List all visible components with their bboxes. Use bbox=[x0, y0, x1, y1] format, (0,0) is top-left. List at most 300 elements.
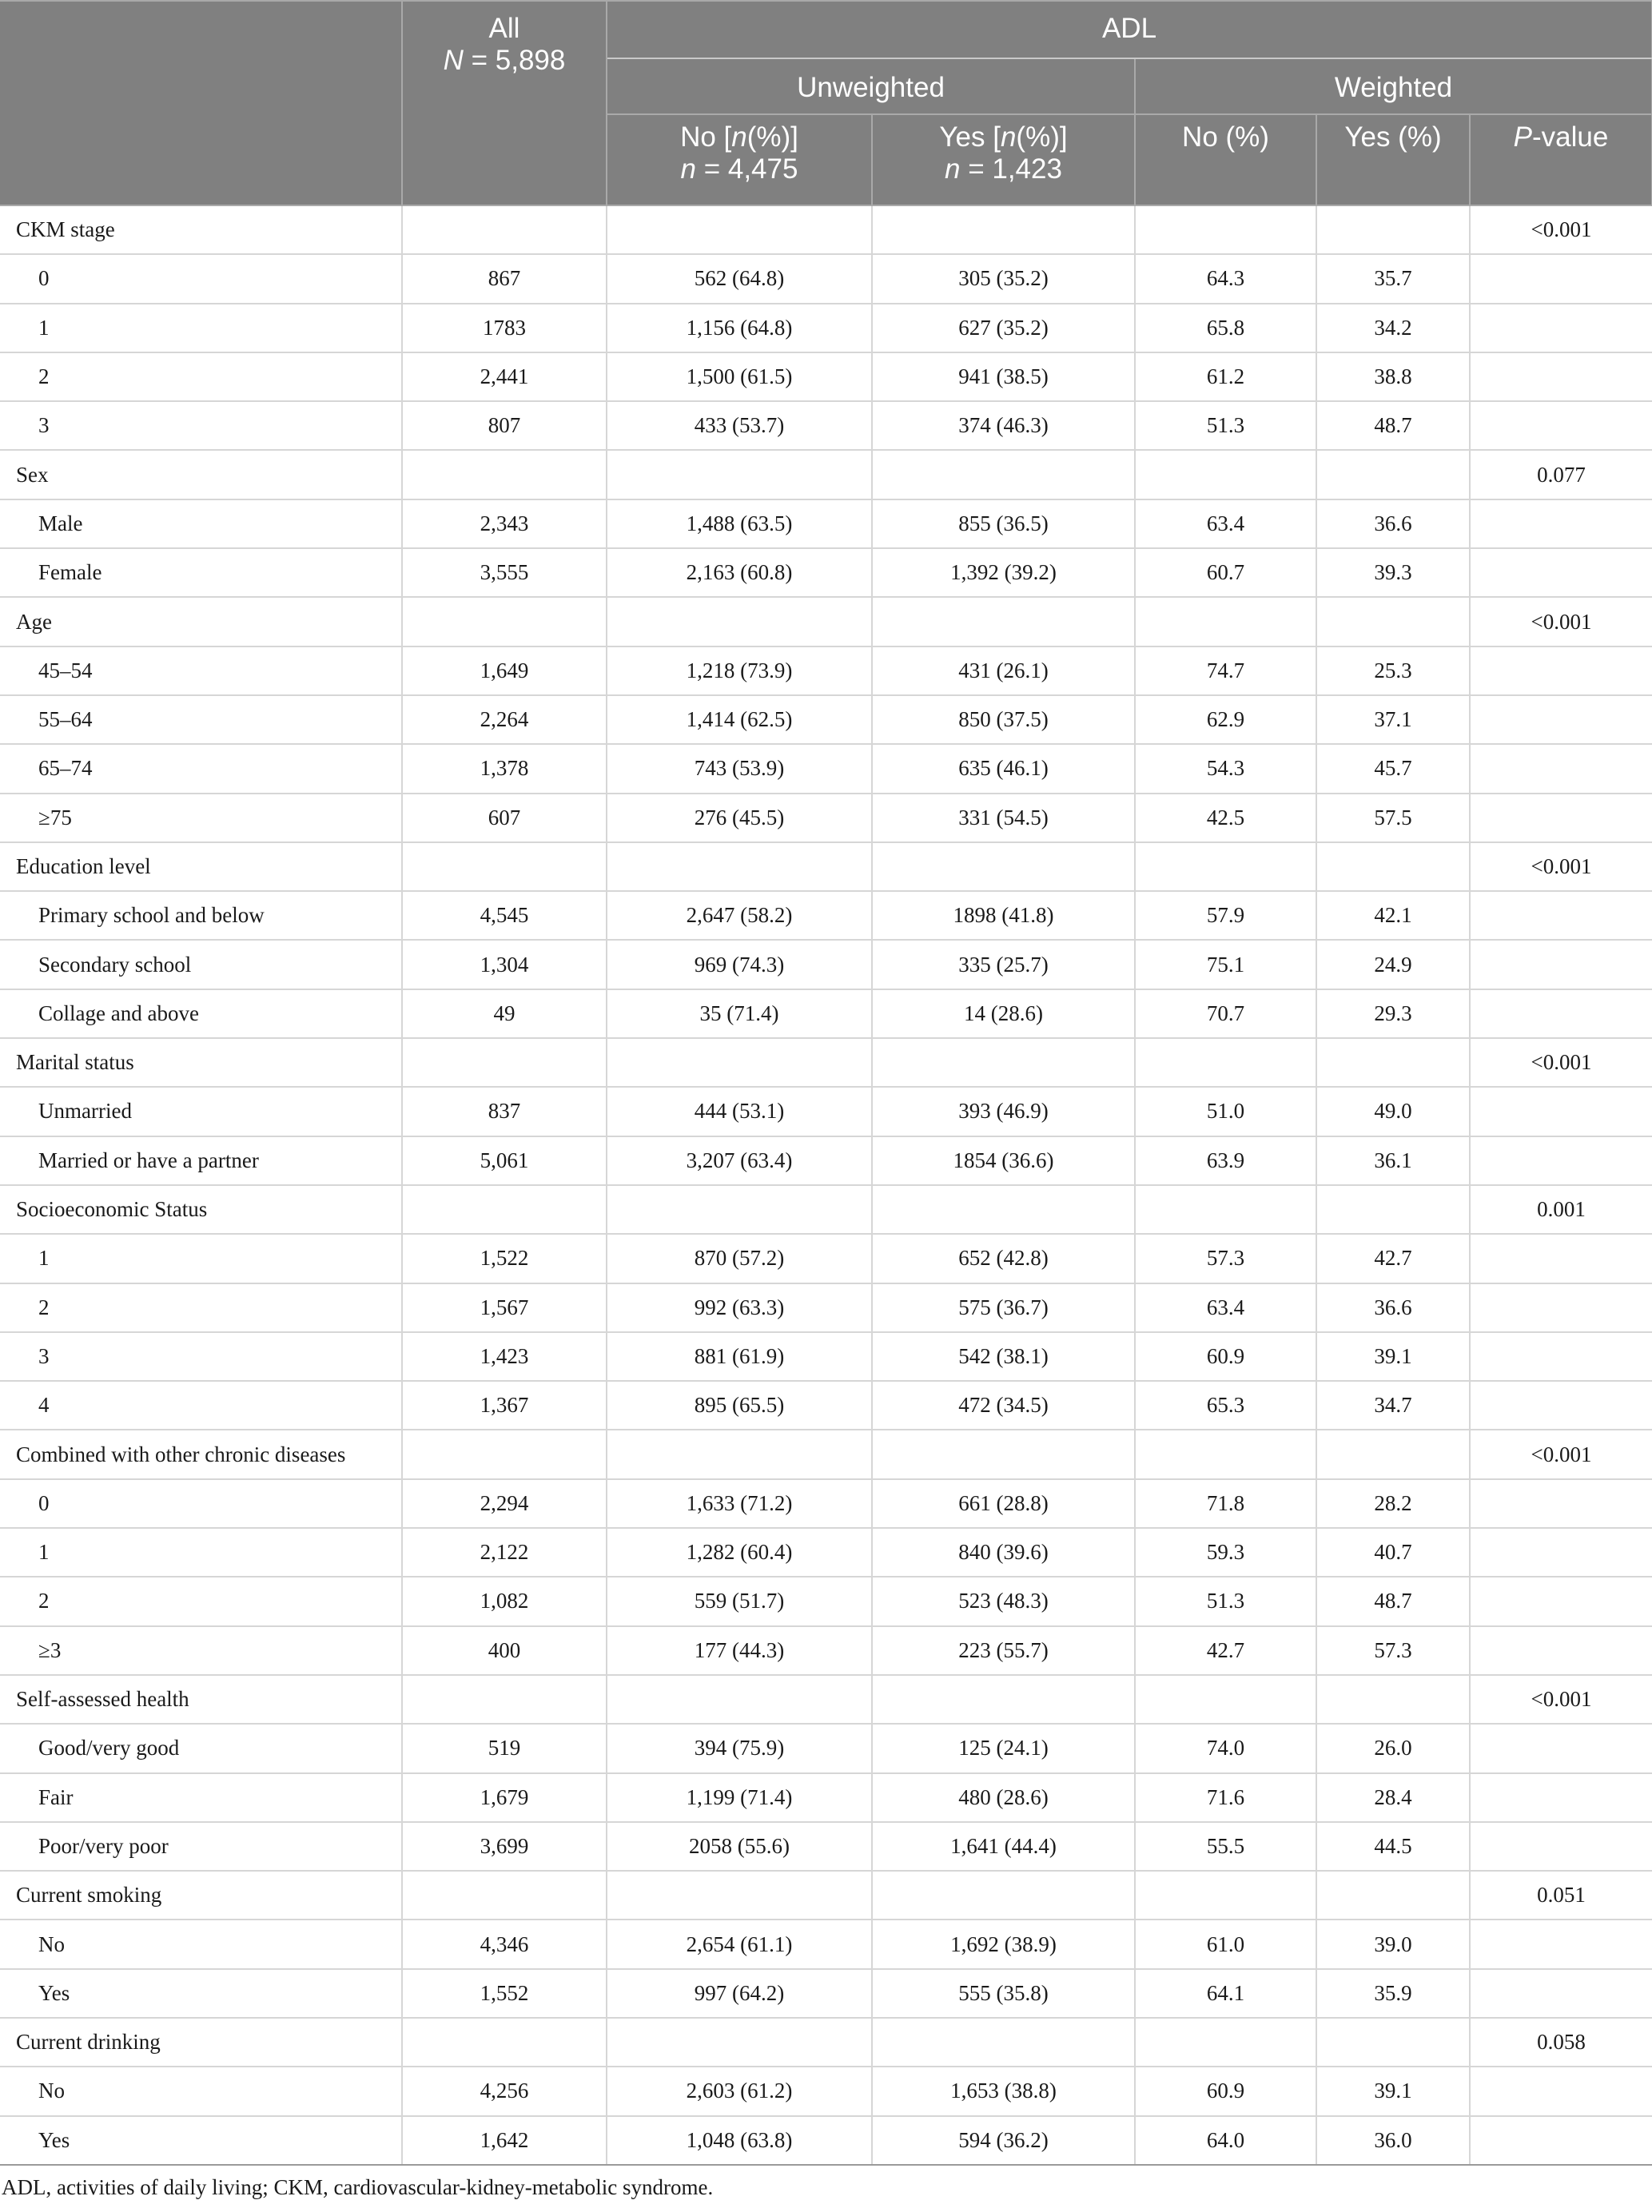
all-cell: 2,294 bbox=[402, 1479, 607, 1528]
weighted-no-cell: 57.9 bbox=[1135, 891, 1316, 940]
table-row bbox=[0, 304, 1652, 352]
row-label: Married or have a partner bbox=[0, 1136, 402, 1185]
all-cell: 1,423 bbox=[402, 1332, 607, 1381]
all-cell bbox=[402, 1430, 607, 1478]
table-row bbox=[0, 1773, 1652, 1822]
unweighted-no-cell: 1,488 (63.5) bbox=[607, 499, 872, 548]
unweighted-yes-cell: 335 (25.7) bbox=[872, 940, 1135, 989]
unweighted-yes-cell: 840 (39.6) bbox=[872, 1528, 1135, 1577]
p-value-cell: <0.001 bbox=[1470, 205, 1652, 254]
table-row bbox=[0, 1920, 1652, 1968]
all-cell bbox=[402, 1038, 607, 1087]
weighted-no-cell: 71.8 bbox=[1135, 1479, 1316, 1528]
unweighted-yes-cell: 1,653 (38.8) bbox=[872, 2067, 1135, 2115]
p-value-cell: <0.001 bbox=[1470, 1675, 1652, 1724]
unweighted-no-cell bbox=[607, 1871, 872, 1920]
table-group-row bbox=[0, 1185, 1652, 1234]
unweighted-yes-cell: 661 (28.8) bbox=[872, 1479, 1135, 1528]
unweighted-no-cell bbox=[607, 2018, 872, 2067]
weighted-yes-cell: 39.1 bbox=[1316, 2067, 1470, 2115]
all-cell: 1,552 bbox=[402, 1969, 607, 2018]
unweighted-no-cell: 881 (61.9) bbox=[607, 1332, 872, 1381]
table-row bbox=[0, 695, 1652, 744]
stub-header bbox=[0, 1, 402, 205]
row-label: Primary school and below bbox=[0, 891, 402, 940]
weighted-yes-cell: 36.6 bbox=[1316, 1283, 1470, 1332]
table-row bbox=[0, 646, 1652, 695]
unweighted-yes-cell: 941 (38.5) bbox=[872, 352, 1135, 401]
row-label: Current drinking bbox=[0, 2018, 402, 2067]
unweighted-yes-cell: 635 (46.1) bbox=[872, 744, 1135, 793]
weighted-no-cell bbox=[1135, 842, 1316, 891]
unweighted-no-cell: 870 (57.2) bbox=[607, 1234, 872, 1283]
unweighted-yes-header: Yes [n(%)] n = 1,423 bbox=[872, 114, 1135, 205]
weighted-no-cell bbox=[1135, 1871, 1316, 1920]
weighted-yes-cell bbox=[1316, 205, 1470, 254]
table-row bbox=[0, 254, 1652, 303]
unweighted-no-cell: 992 (63.3) bbox=[607, 1283, 872, 1332]
all-cell: 1,082 bbox=[402, 1577, 607, 1625]
weighted-yes-cell: 36.1 bbox=[1316, 1136, 1470, 1185]
adl-header: ADL bbox=[607, 1, 1652, 58]
unweighted-yes-cell: 393 (46.9) bbox=[872, 1087, 1135, 1136]
all-cell: 2,343 bbox=[402, 499, 607, 548]
p-value-cell bbox=[1470, 1479, 1652, 1528]
all-cell: 1,567 bbox=[402, 1283, 607, 1332]
unweighted-yes-cell: 431 (26.1) bbox=[872, 646, 1135, 695]
p-value-cell bbox=[1470, 1136, 1652, 1185]
weighted-no-cell bbox=[1135, 450, 1316, 499]
table-group-row bbox=[0, 205, 1652, 254]
p-value-cell bbox=[1470, 1528, 1652, 1577]
unweighted-yes-cell: 855 (36.5) bbox=[872, 499, 1135, 548]
weighted-yes-cell: 34.2 bbox=[1316, 304, 1470, 352]
row-label: 1 bbox=[0, 1528, 402, 1577]
all-cell: 867 bbox=[402, 254, 607, 303]
weighted-no-cell bbox=[1135, 1430, 1316, 1478]
unweighted-yes-cell: 1,692 (38.9) bbox=[872, 1920, 1135, 1968]
all-cell: 837 bbox=[402, 1087, 607, 1136]
table-row bbox=[0, 1577, 1652, 1625]
all-cell bbox=[402, 1871, 607, 1920]
unweighted-yes-cell: 627 (35.2) bbox=[872, 304, 1135, 352]
table-group-row bbox=[0, 842, 1652, 891]
weighted-no-cell: 62.9 bbox=[1135, 695, 1316, 744]
unweighted-yes-cell bbox=[872, 597, 1135, 646]
all-cell: 1,304 bbox=[402, 940, 607, 989]
p-value-cell bbox=[1470, 2116, 1652, 2165]
unweighted-yes-cell: 523 (48.3) bbox=[872, 1577, 1135, 1625]
all-cell bbox=[402, 1185, 607, 1234]
unweighted-no-cell: 3,207 (63.4) bbox=[607, 1136, 872, 1185]
unweighted-no-cell: 1,199 (71.4) bbox=[607, 1773, 872, 1822]
p-value-cell bbox=[1470, 304, 1652, 352]
p-value-cell bbox=[1470, 1283, 1652, 1332]
row-label: 65–74 bbox=[0, 744, 402, 793]
p-value-cell bbox=[1470, 1626, 1652, 1675]
row-label: Yes bbox=[0, 2116, 402, 2165]
unweighted-yes-cell bbox=[872, 1430, 1135, 1478]
table-group-row bbox=[0, 597, 1652, 646]
unweighted-header: Unweighted bbox=[607, 58, 1135, 114]
row-label: 4 bbox=[0, 1381, 402, 1430]
weighted-yes-cell: 35.9 bbox=[1316, 1969, 1470, 2018]
unweighted-no-cell: 2,654 (61.1) bbox=[607, 1920, 872, 1968]
weighted-yes-cell: 38.8 bbox=[1316, 352, 1470, 401]
p-value-cell bbox=[1470, 352, 1652, 401]
unweighted-yes-cell bbox=[872, 205, 1135, 254]
table-row bbox=[0, 1724, 1652, 1772]
p-value-cell bbox=[1470, 1773, 1652, 1822]
row-label: 3 bbox=[0, 1332, 402, 1381]
weighted-no-cell: 74.7 bbox=[1135, 646, 1316, 695]
all-cell: 400 bbox=[402, 1626, 607, 1675]
unweighted-no-cell bbox=[607, 597, 872, 646]
table-row bbox=[0, 1283, 1652, 1332]
p-value-cell bbox=[1470, 891, 1652, 940]
p-value-cell bbox=[1470, 989, 1652, 1038]
unweighted-no-header: No [n(%)] n = 4,475 bbox=[607, 114, 872, 205]
unweighted-no-cell: 895 (65.5) bbox=[607, 1381, 872, 1430]
table-row bbox=[0, 352, 1652, 401]
row-label: 2 bbox=[0, 352, 402, 401]
row-label: Secondary school bbox=[0, 940, 402, 989]
unweighted-no-cell bbox=[607, 1185, 872, 1234]
table-row bbox=[0, 1528, 1652, 1577]
row-label: No bbox=[0, 1920, 402, 1968]
weighted-yes-cell bbox=[1316, 1185, 1470, 1234]
unweighted-no-cell bbox=[607, 1675, 872, 1724]
unweighted-no-cell: 1,048 (63.8) bbox=[607, 2116, 872, 2165]
unweighted-yes-cell bbox=[872, 1038, 1135, 1087]
weighted-no-cell: 64.0 bbox=[1135, 2116, 1316, 2165]
weighted-yes-cell bbox=[1316, 2018, 1470, 2067]
all-label: All bbox=[488, 13, 520, 44]
table-row bbox=[0, 989, 1652, 1038]
row-label: 45–54 bbox=[0, 646, 402, 695]
unweighted-no-cell: 276 (45.5) bbox=[607, 794, 872, 842]
unweighted-no-cell: 2,647 (58.2) bbox=[607, 891, 872, 940]
weighted-yes-cell: 57.3 bbox=[1316, 1626, 1470, 1675]
all-cell bbox=[402, 450, 607, 499]
table-row bbox=[0, 1087, 1652, 1136]
table-row bbox=[0, 548, 1652, 597]
all-column-header bbox=[402, 1, 607, 205]
weighted-yes-cell: 28.4 bbox=[1316, 1773, 1470, 1822]
all-n: N = 5,898 bbox=[443, 45, 566, 76]
unweighted-no-cell: 433 (53.7) bbox=[607, 401, 872, 450]
unweighted-yes-cell: 1898 (41.8) bbox=[872, 891, 1135, 940]
weighted-yes-cell: 28.2 bbox=[1316, 1479, 1470, 1528]
table-row bbox=[0, 1136, 1652, 1185]
p-value-cell: <0.001 bbox=[1470, 842, 1652, 891]
unweighted-no-cell: 562 (64.8) bbox=[607, 254, 872, 303]
weighted-no-cell: 64.1 bbox=[1135, 1969, 1316, 2018]
p-value-cell: 0.058 bbox=[1470, 2018, 1652, 2067]
row-label: Sex bbox=[0, 450, 402, 499]
weighted-no-cell bbox=[1135, 1185, 1316, 1234]
all-cell: 4,346 bbox=[402, 1920, 607, 1968]
weighted-yes-cell bbox=[1316, 450, 1470, 499]
p-value-cell bbox=[1470, 1969, 1652, 2018]
unweighted-no-cell: 444 (53.1) bbox=[607, 1087, 872, 1136]
p-value-cell: 0.001 bbox=[1470, 1185, 1652, 1234]
table-group-row bbox=[0, 2018, 1652, 2067]
weighted-no-cell: 65.3 bbox=[1135, 1381, 1316, 1430]
weighted-yes-cell bbox=[1316, 842, 1470, 891]
table-row bbox=[0, 794, 1652, 842]
unweighted-yes-cell: 1,641 (44.4) bbox=[872, 1822, 1135, 1871]
unweighted-yes-cell: 594 (36.2) bbox=[872, 2116, 1135, 2165]
row-label: Unmarried bbox=[0, 1087, 402, 1136]
unweighted-yes-cell bbox=[872, 1185, 1135, 1234]
weighted-yes-cell: 39.3 bbox=[1316, 548, 1470, 597]
p-value-cell bbox=[1470, 1724, 1652, 1772]
weighted-header: Weighted bbox=[1135, 58, 1652, 114]
row-label: Female bbox=[0, 548, 402, 597]
unweighted-yes-cell: 125 (24.1) bbox=[872, 1724, 1135, 1772]
unweighted-yes-cell: 1854 (36.6) bbox=[872, 1136, 1135, 1185]
unweighted-no-cell: 1,633 (71.2) bbox=[607, 1479, 872, 1528]
weighted-yes-cell: 48.7 bbox=[1316, 401, 1470, 450]
unweighted-no-cell bbox=[607, 1038, 872, 1087]
weighted-no-cell: 61.2 bbox=[1135, 352, 1316, 401]
p-value-cell bbox=[1470, 1087, 1652, 1136]
row-label: Age bbox=[0, 597, 402, 646]
weighted-yes-cell: 25.3 bbox=[1316, 646, 1470, 695]
table-group-row bbox=[0, 1871, 1652, 1920]
unweighted-no-cell: 997 (64.2) bbox=[607, 1969, 872, 2018]
unweighted-no-cell: 2,603 (61.2) bbox=[607, 2067, 872, 2115]
table-body bbox=[0, 205, 1652, 2165]
p-value-cell bbox=[1470, 1234, 1652, 1283]
row-label: Socioeconomic Status bbox=[0, 1185, 402, 1234]
all-cell bbox=[402, 842, 607, 891]
weighted-no-cell: 71.6 bbox=[1135, 1773, 1316, 1822]
p-value-cell bbox=[1470, 254, 1652, 303]
weighted-no-cell: 60.9 bbox=[1135, 2067, 1316, 2115]
table-row bbox=[0, 940, 1652, 989]
weighted-yes-cell bbox=[1316, 1871, 1470, 1920]
row-label: 3 bbox=[0, 401, 402, 450]
table-row bbox=[0, 1381, 1652, 1430]
all-cell: 1,649 bbox=[402, 646, 607, 695]
weighted-yes-cell: 29.3 bbox=[1316, 989, 1470, 1038]
table-row bbox=[0, 1332, 1652, 1381]
all-cell: 4,256 bbox=[402, 2067, 607, 2115]
unweighted-yes-cell bbox=[872, 842, 1135, 891]
unweighted-yes-cell: 480 (28.6) bbox=[872, 1773, 1135, 1822]
weighted-yes-cell: 37.1 bbox=[1316, 695, 1470, 744]
weighted-no-cell: 63.4 bbox=[1135, 1283, 1316, 1332]
row-label: Good/very good bbox=[0, 1724, 402, 1772]
unweighted-no-cell: 1,282 (60.4) bbox=[607, 1528, 872, 1577]
p-value-cell: <0.001 bbox=[1470, 597, 1652, 646]
table-group-row bbox=[0, 450, 1652, 499]
weighted-no-cell: 42.5 bbox=[1135, 794, 1316, 842]
weighted-no-cell: 54.3 bbox=[1135, 744, 1316, 793]
unweighted-no-cell: 969 (74.3) bbox=[607, 940, 872, 989]
unweighted-yes-cell: 223 (55.7) bbox=[872, 1626, 1135, 1675]
table-row bbox=[0, 2116, 1652, 2165]
weighted-no-cell bbox=[1135, 2018, 1316, 2067]
table-row bbox=[0, 744, 1652, 793]
all-cell: 1,378 bbox=[402, 744, 607, 793]
weighted-yes-cell: 42.1 bbox=[1316, 891, 1470, 940]
weighted-no-cell: 60.9 bbox=[1135, 1332, 1316, 1381]
table-row bbox=[0, 1234, 1652, 1283]
p-value-cell bbox=[1470, 744, 1652, 793]
p-value-cell bbox=[1470, 695, 1652, 744]
weighted-no-cell bbox=[1135, 205, 1316, 254]
all-cell: 2,122 bbox=[402, 1528, 607, 1577]
weighted-yes-cell: 35.7 bbox=[1316, 254, 1470, 303]
unweighted-no-cell: 177 (44.3) bbox=[607, 1626, 872, 1675]
all-cell: 3,555 bbox=[402, 548, 607, 597]
all-cell: 3,699 bbox=[402, 1822, 607, 1871]
row-label: 1 bbox=[0, 1234, 402, 1283]
weighted-yes-cell: 24.9 bbox=[1316, 940, 1470, 989]
p-value-cell: <0.001 bbox=[1470, 1430, 1652, 1478]
unweighted-no-cell: 559 (51.7) bbox=[607, 1577, 872, 1625]
weighted-no-cell bbox=[1135, 597, 1316, 646]
table-row bbox=[0, 1969, 1652, 2018]
row-label: Marital status bbox=[0, 1038, 402, 1087]
p-value-cell bbox=[1470, 401, 1652, 450]
all-cell bbox=[402, 205, 607, 254]
unweighted-no-cell bbox=[607, 842, 872, 891]
p-value-cell bbox=[1470, 499, 1652, 548]
all-cell: 1,367 bbox=[402, 1381, 607, 1430]
weighted-no-cell: 70.7 bbox=[1135, 989, 1316, 1038]
weighted-yes-cell: 45.7 bbox=[1316, 744, 1470, 793]
weighted-no-cell: 57.3 bbox=[1135, 1234, 1316, 1283]
all-cell bbox=[402, 2018, 607, 2067]
p-value-cell bbox=[1470, 2067, 1652, 2115]
row-label: Collage and above bbox=[0, 989, 402, 1038]
p-value-cell bbox=[1470, 794, 1652, 842]
row-label: CKM stage bbox=[0, 205, 402, 254]
all-cell: 1,679 bbox=[402, 1773, 607, 1822]
row-label: 2 bbox=[0, 1283, 402, 1332]
weighted-no-cell: 64.3 bbox=[1135, 254, 1316, 303]
weighted-yes-cell: 44.5 bbox=[1316, 1822, 1470, 1871]
table-group-row bbox=[0, 1430, 1652, 1478]
weighted-yes-cell: 40.7 bbox=[1316, 1528, 1470, 1577]
unweighted-yes-cell: 331 (54.5) bbox=[872, 794, 1135, 842]
weighted-no-cell: 63.4 bbox=[1135, 499, 1316, 548]
p-value-cell: 0.077 bbox=[1470, 450, 1652, 499]
unweighted-yes-cell: 374 (46.3) bbox=[872, 401, 1135, 450]
weighted-no-cell: 59.3 bbox=[1135, 1528, 1316, 1577]
unweighted-no-cell: 2,163 (60.8) bbox=[607, 548, 872, 597]
weighted-no-cell: 42.7 bbox=[1135, 1626, 1316, 1675]
row-label: ≥75 bbox=[0, 794, 402, 842]
weighted-no-cell: 61.0 bbox=[1135, 1920, 1316, 1968]
weighted-yes-cell: 34.7 bbox=[1316, 1381, 1470, 1430]
row-label: 0 bbox=[0, 254, 402, 303]
all-cell: 519 bbox=[402, 1724, 607, 1772]
unweighted-yes-cell: 14 (28.6) bbox=[872, 989, 1135, 1038]
row-label: 0 bbox=[0, 1479, 402, 1528]
row-label: Self-assessed health bbox=[0, 1675, 402, 1724]
row-label: ≥3 bbox=[0, 1626, 402, 1675]
table-row bbox=[0, 1479, 1652, 1528]
weighted-yes-cell: 26.0 bbox=[1316, 1724, 1470, 1772]
unweighted-yes-cell: 305 (35.2) bbox=[872, 254, 1135, 303]
all-cell: 1,642 bbox=[402, 2116, 607, 2165]
table-row bbox=[0, 1626, 1652, 1675]
unweighted-no-cell: 743 (53.9) bbox=[607, 744, 872, 793]
weighted-no-cell: 60.7 bbox=[1135, 548, 1316, 597]
unweighted-yes-cell: 542 (38.1) bbox=[872, 1332, 1135, 1381]
all-cell: 1783 bbox=[402, 304, 607, 352]
weighted-no-cell: 51.3 bbox=[1135, 401, 1316, 450]
weighted-no-cell: 55.5 bbox=[1135, 1822, 1316, 1871]
row-label: Education level bbox=[0, 842, 402, 891]
weighted-yes-cell: 39.1 bbox=[1316, 1332, 1470, 1381]
all-cell: 4,545 bbox=[402, 891, 607, 940]
weighted-yes-cell bbox=[1316, 597, 1470, 646]
unweighted-no-cell: 1,500 (61.5) bbox=[607, 352, 872, 401]
p-value-cell bbox=[1470, 646, 1652, 695]
all-cell bbox=[402, 1675, 607, 1724]
weighted-yes-cell: 42.7 bbox=[1316, 1234, 1470, 1283]
row-label: 55–64 bbox=[0, 695, 402, 744]
all-cell: 607 bbox=[402, 794, 607, 842]
p-value-cell bbox=[1470, 1920, 1652, 1968]
unweighted-yes-cell bbox=[872, 1871, 1135, 1920]
row-label: Poor/very poor bbox=[0, 1822, 402, 1871]
all-cell: 5,061 bbox=[402, 1136, 607, 1185]
p-value-cell: 0.051 bbox=[1470, 1871, 1652, 1920]
unweighted-yes-cell: 850 (37.5) bbox=[872, 695, 1135, 744]
weighted-no-cell: 65.8 bbox=[1135, 304, 1316, 352]
weighted-yes-cell bbox=[1316, 1675, 1470, 1724]
weighted-no-cell: 75.1 bbox=[1135, 940, 1316, 989]
weighted-yes-cell: 36.0 bbox=[1316, 2116, 1470, 2165]
table-row bbox=[0, 499, 1652, 548]
unweighted-no-cell bbox=[607, 450, 872, 499]
p-value-cell bbox=[1470, 940, 1652, 989]
unweighted-no-cell bbox=[607, 1430, 872, 1478]
weighted-yes-cell bbox=[1316, 1038, 1470, 1087]
table-row bbox=[0, 891, 1652, 940]
weighted-yes-cell: 49.0 bbox=[1316, 1087, 1470, 1136]
unweighted-no-cell: 394 (75.9) bbox=[607, 1724, 872, 1772]
weighted-yes-cell: 48.7 bbox=[1316, 1577, 1470, 1625]
table-group-row bbox=[0, 1038, 1652, 1087]
weighted-yes-cell: 39.0 bbox=[1316, 1920, 1470, 1968]
row-label: Current smoking bbox=[0, 1871, 402, 1920]
weighted-no-cell: 74.0 bbox=[1135, 1724, 1316, 1772]
weighted-yes-cell bbox=[1316, 1430, 1470, 1478]
p-value-cell: <0.001 bbox=[1470, 1038, 1652, 1087]
row-label: Male bbox=[0, 499, 402, 548]
all-cell bbox=[402, 597, 607, 646]
unweighted-no-cell: 2058 (55.6) bbox=[607, 1822, 872, 1871]
weighted-yes-header: Yes (%) bbox=[1316, 114, 1470, 205]
unweighted-no-cell: 35 (71.4) bbox=[607, 989, 872, 1038]
row-label: No bbox=[0, 2067, 402, 2115]
all-cell: 49 bbox=[402, 989, 607, 1038]
p-value-cell bbox=[1470, 1332, 1652, 1381]
weighted-yes-cell: 36.6 bbox=[1316, 499, 1470, 548]
weighted-no-cell: 63.9 bbox=[1135, 1136, 1316, 1185]
unweighted-yes-cell bbox=[872, 1675, 1135, 1724]
weighted-no-cell: 51.0 bbox=[1135, 1087, 1316, 1136]
all-cell: 807 bbox=[402, 401, 607, 450]
